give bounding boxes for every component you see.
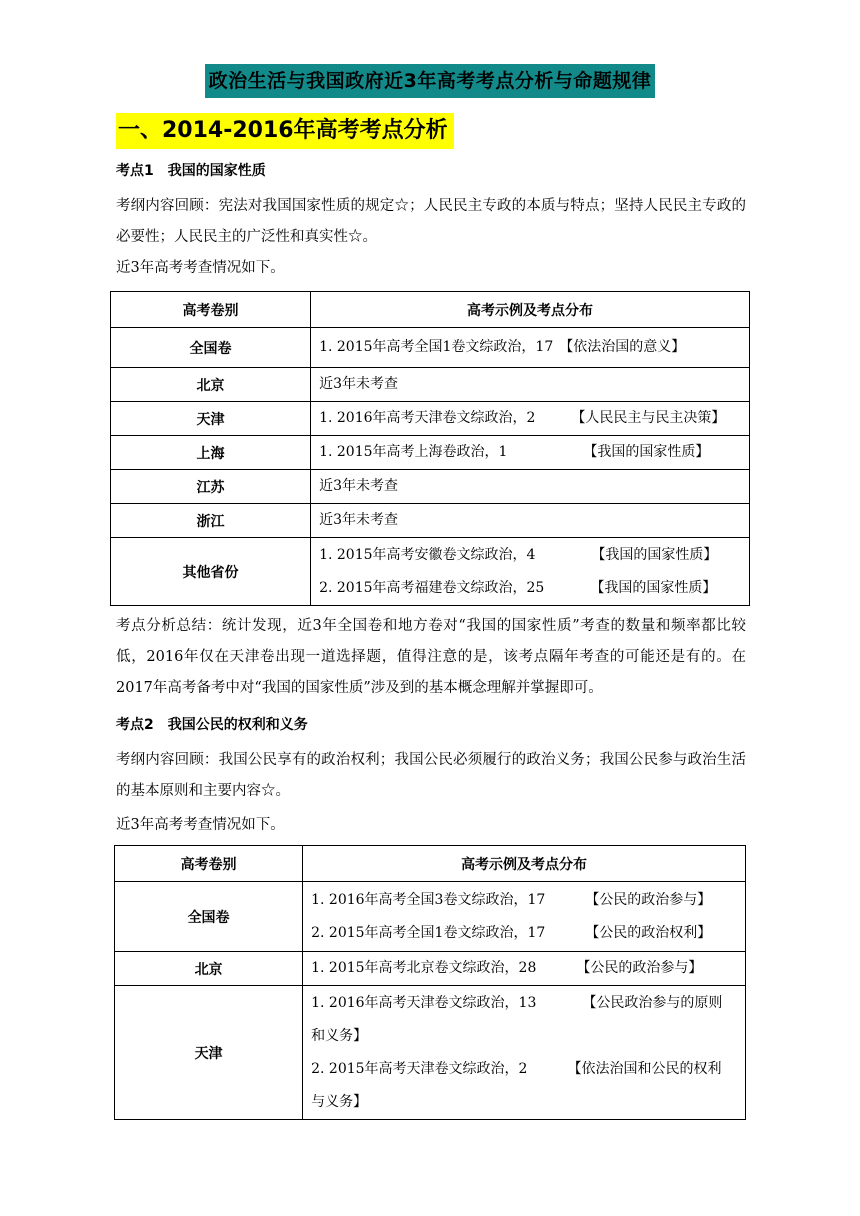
table-row	[115, 952, 746, 986]
header-examples: 高考示例及考点分布	[303, 846, 746, 882]
topic-tag: 【公民的政治权利】	[585, 924, 712, 941]
kp2-heading: 考点2 我国公民的权利和义务	[116, 717, 308, 733]
exam-reference: 1. 2016年高考天津卷文综政治，13	[311, 994, 537, 1011]
examples-cell	[311, 470, 750, 504]
kp1-intro: 近3年高考考查情况如下。	[116, 260, 285, 276]
examples-cell	[303, 882, 746, 952]
exam-reference: 1. 2016年高考全国3卷文综政治，17	[311, 891, 546, 908]
exam-entry	[319, 436, 741, 469]
table-row	[111, 328, 750, 368]
exam-paper-cell: 江苏	[111, 470, 311, 504]
topic-tag: 【公民的政治参与】	[585, 891, 712, 908]
table-row	[115, 986, 746, 1120]
topic-tag: 【依法治国的意义】	[559, 339, 686, 355]
exam-reference: 近3年未考查	[319, 376, 398, 392]
exam-reference: 1. 2015年高考安徽卷文综政治，4	[319, 546, 536, 563]
topic-tag: 【公民的政治参与】	[576, 960, 703, 976]
examples-cell	[303, 952, 746, 986]
examples-cell	[311, 402, 750, 436]
exam-entry	[311, 952, 737, 985]
topic-tag: 【依法治国和公民的权利	[567, 1060, 722, 1077]
exam-reference: 2. 2015年高考全国1卷文综政治，17	[311, 924, 546, 941]
kp1-outline: 考纲内容回顾：宪法对我国国家性质的规定☆；人民民主专政的本质与特点；坚持人民民主专政的必要性；人民民主的广泛性和真实性☆。	[116, 198, 746, 245]
header-examples: 高考示例及考点分布	[311, 292, 750, 328]
table-row	[111, 504, 750, 538]
table-header-row	[111, 292, 750, 328]
topic-tag: 【人民民主与民主决策】	[571, 410, 726, 426]
exam-reference: 1. 2016年高考天津卷文综政治，2	[319, 410, 536, 426]
section-heading: 一、2014-2016年高考考点分析	[116, 113, 454, 149]
exam-entry	[319, 331, 741, 364]
kp1-table	[110, 291, 750, 606]
exam-paper-cell: 北京	[111, 368, 311, 402]
document-title: 政治生活与我国政府近3年高考考点分析与命题规律	[205, 64, 656, 98]
exam-entry	[311, 987, 737, 1053]
table-header-row	[115, 846, 746, 882]
kp1-summary: 考点分析总结：统计发现，近3年全国卷和地方卷对“我国的国家性质”考查的数量和频率都比较低，2016年仅在天津卷出现一道选择题，值得注意的是，该考点隔年考查的可能还是有的。在2017年高考备考中对“我国的国家性质”涉及到的基本概念理解并掌握即可。	[116, 618, 746, 696]
exam-entry	[319, 470, 741, 503]
kp1-heading: 考点1 我国的国家性质	[116, 163, 266, 179]
table-row	[111, 470, 750, 504]
topic-tag: 【我国的国家性质】	[590, 579, 717, 596]
header-exam-paper: 高考卷别	[111, 292, 311, 328]
kp2-table	[114, 845, 746, 1120]
exam-entry	[319, 402, 741, 435]
exam-entry	[319, 504, 741, 537]
exam-reference: 1. 2015年高考北京卷文综政治，28	[311, 960, 537, 976]
table-row	[115, 882, 746, 952]
exam-reference: 2. 2015年高考天津卷文综政治，2	[311, 1060, 528, 1077]
exam-entry	[319, 368, 741, 401]
exam-paper-cell: 天津	[111, 402, 311, 436]
exam-paper-cell: 天津	[115, 986, 303, 1120]
exam-reference: 1. 2015年高考全国1卷文综政治，17	[319, 339, 554, 355]
topic-tag: 【公民政治参与的原则	[582, 994, 723, 1011]
exam-paper-cell: 其他省份	[111, 538, 311, 606]
examples-cell	[311, 368, 750, 402]
examples-cell	[311, 436, 750, 470]
exam-paper-cell: 全国卷	[111, 328, 311, 368]
table-row	[111, 368, 750, 402]
exam-paper-cell: 全国卷	[115, 882, 303, 952]
topic-tag: 【我国的国家性质】	[591, 546, 718, 563]
kp2-intro: 近3年高考考查情况如下。	[116, 817, 285, 833]
topic-tag: 【我国的国家性质】	[583, 444, 710, 460]
exam-paper-cell: 上海	[111, 436, 311, 470]
kp2-outline: 考纲内容回顾：我国公民享有的政治权利；我国公民必须履行的政治义务；我国公民参与政治生活的基本原则和主要内容☆。	[116, 752, 746, 799]
header-exam-paper: 高考卷别	[115, 846, 303, 882]
examples-cell	[311, 504, 750, 538]
exam-reference: 1. 2015年高考上海卷政治，1	[319, 444, 508, 460]
examples-cell	[311, 538, 750, 606]
exam-entry	[319, 539, 741, 572]
exam-entry	[311, 917, 737, 950]
exam-entry	[311, 1053, 737, 1119]
exam-reference: 近3年未考查	[319, 478, 398, 494]
table-row	[111, 402, 750, 436]
exam-entry	[311, 884, 737, 917]
topic-tag-continuation: 和义务】	[311, 1027, 368, 1044]
table-row	[111, 538, 750, 606]
exam-reference: 2. 2015年高考福建卷文综政治，25	[319, 579, 545, 596]
examples-cell	[303, 986, 746, 1120]
exam-entry	[319, 572, 741, 605]
topic-tag-continuation: 与义务】	[311, 1093, 368, 1110]
exam-paper-cell: 北京	[115, 952, 303, 986]
exam-paper-cell: 浙江	[111, 504, 311, 538]
table-row	[111, 436, 750, 470]
exam-reference: 近3年未考查	[319, 512, 398, 528]
examples-cell	[311, 328, 750, 368]
document-title-bar	[0, 64, 860, 98]
